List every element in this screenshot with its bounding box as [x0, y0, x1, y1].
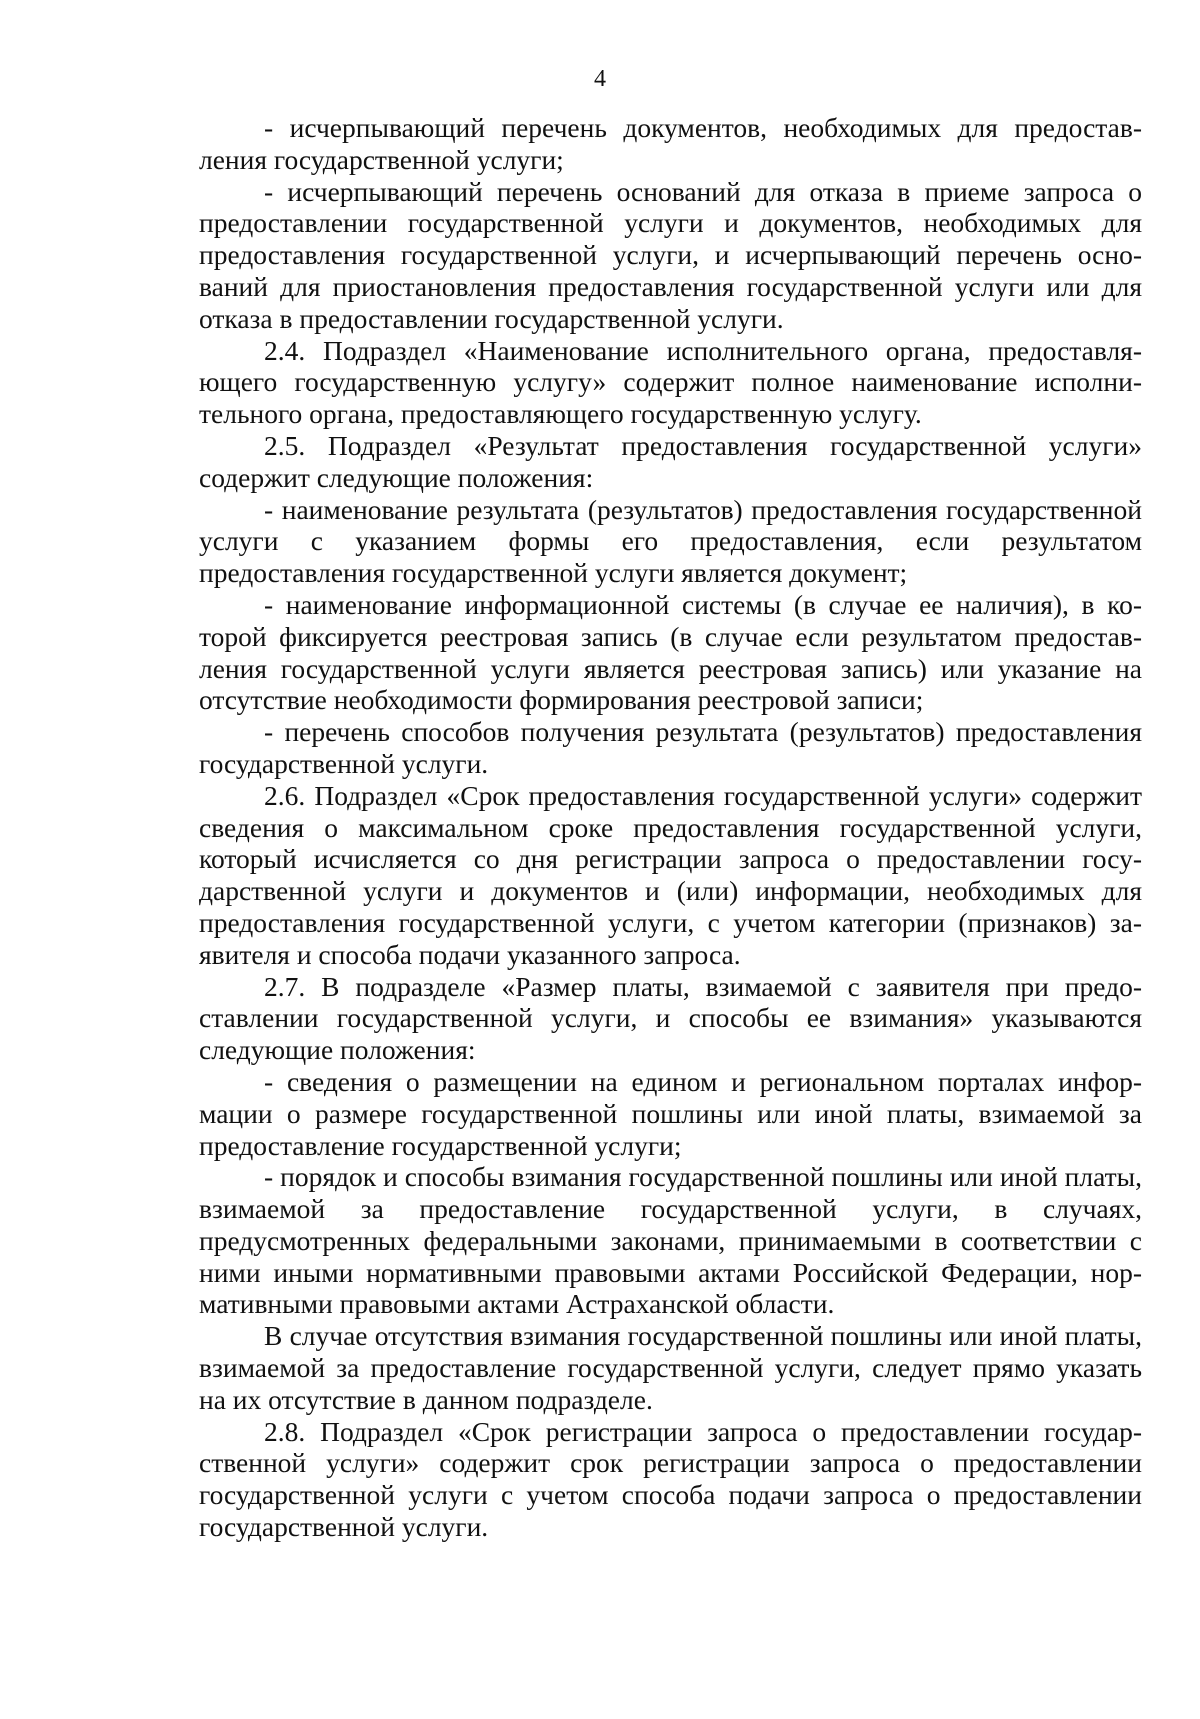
paragraph-fee-information: - сведения о размещении на едином и региональном порталах информации о размере государственной пошлины или иной платы, взимаемой за предоставление государственной услуги;: [199, 1065, 1142, 1161]
paragraph-2-6: 2.6. Подраздел «Срок предоставления государственной услуги» содержит сведения о максимальном сроке предоставления государственной услуги, который исчисляется со дня регистрации запроса о предоставлении государственной услуги и документов и (или) информации, необходимых для предоставления государственной услуги, с учетом категории (признаков) заявителя и способа подачи указанного запроса.: [199, 779, 1142, 970]
paragraph-2-8: 2.8. Подраздел «Срок регистрации запроса о предоставлении государственной услуги» содержит срок регистрации запроса о предоставлении государственной услуги с учетом способа подачи запроса о предоставлении государственной услуги.: [199, 1415, 1142, 1543]
paragraph-2-5: 2.5. Подраздел «Результат предоставления государственной услуги» содержит следующие положения:: [199, 429, 1142, 493]
paragraph-methods-of-receipt: - перечень способов получения результата (результатов) предоставления государственной услуги.: [199, 716, 1142, 779]
paragraph-exhaustive-documents: - исчерпывающий перечень документов, необходимых для предоставления государственной услуги;: [199, 112, 1142, 175]
paragraph-fee-collection: - порядок и способы взимания государственной пошлины или иной платы, взимаемой за предоставление государственной услуги, в случаях, предусмотренных федеральными законами, принимаемыми в соответствии с ними иными нормативными правовыми актами Российской Федерации, нормативными правовыми актами Астраханской области.: [199, 1161, 1142, 1320]
page-number: 4: [594, 66, 606, 92]
paragraph-no-fee: В случае отсутствия взимания государственной пошлины или иной платы, взимаемой за предоставление государственной услуги, следует прямо указать на их отсутствие в данном подразделе.: [199, 1320, 1142, 1415]
paragraph-2-7: 2.7. В подразделе «Размер платы, взимаемой с заявителя при предоставлении государственной услуги, и способы ее взимания» указываются следующие положения:: [199, 970, 1142, 1066]
paragraph-result-name: - наименование результата (результатов) предоставления государственной услуги с указанием формы его предоставления, если результатом предоставления государственной услуги является документ;: [199, 493, 1142, 589]
document-body: [199, 112, 1142, 1543]
paragraph-grounds-for-refusal: - исчерпывающий перечень оснований для отказа в приеме запроса о предоставлении государственной услуги и документов, необходимых для предоставления государственной услуги, и исчерпывающий перечень оснований для приостановления предоставления государственной услуги или для отказа в предоставлении государственной услуги.: [199, 175, 1142, 334]
paragraph-information-system: - наименование информационной системы (в случае ее наличия), в которой фиксируется реестровая запись (в случае если результатом предоставления государственной услуги является реестровая запись) или указание на отсутствие необходимости формирования реестровой записи;: [199, 588, 1142, 716]
paragraph-2-4: 2.4. Подраздел «Наименование исполнительного органа, предоставляющего государственную услугу» содержит полное наименование исполнительного органа, предоставляющего государственную услугу.: [199, 334, 1142, 430]
